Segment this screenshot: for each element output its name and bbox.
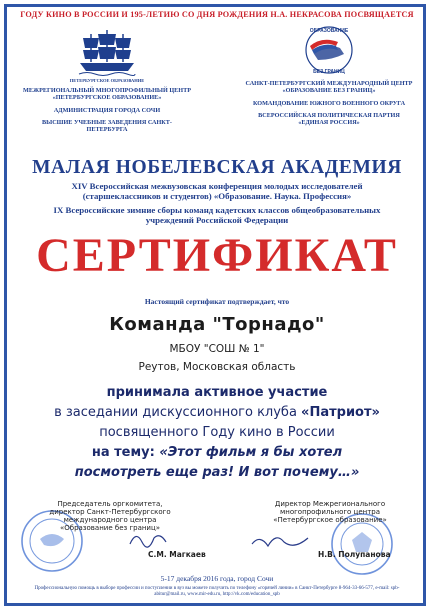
left-organizers (22, 26, 192, 138)
right-org-3: ВСЕРОССИЙСКАЯ ПОЛИТИЧЕСКАЯ ПАРТИЯ «ЕДИНАЯ РОССИЯ» (258, 111, 400, 127)
topic-text-1: «Этот фильм я бы хотел (159, 445, 343, 460)
left-org-3: ВЫСШИЕ УЧЕБНЫЕ ЗАВЕДЕНИЯ САНКТ-ПЕТЕРБУРГА (42, 118, 172, 134)
confirm-text: Настоящий сертификат подтверждает, что (144, 297, 290, 306)
club-prefix: в заседании дискуссионного клуба (54, 405, 302, 420)
logo-text-top: ОБРАЗОВАНИЕ (309, 28, 349, 34)
logo-text-bottom: БЕЗ ГРАНИЦ (313, 69, 345, 75)
club-name: «Патриот» (301, 405, 380, 420)
right-signatory-name: Н.В. Полупанова (318, 550, 391, 559)
right-org-2: КОМАНДОВАНИЕ ЮЖНОГО ВОЕННОГО ОКРУГА (252, 99, 406, 107)
right-organizers (244, 26, 414, 131)
topic-line-2: посмотреть еще раз! И вот почему…» (74, 465, 360, 480)
left-signatory-title: Председатель оргкомитета, директор Санкт-Петербургского международного центра «Образование без границ» (49, 500, 171, 532)
certificate-title: СЕРТИФИКАТ (36, 229, 398, 282)
conference-text: XIV Всероссийская межвузовская конференция молодых исследователей (старшеклассников и студентов) «Образование. Наука. Профессия» (71, 181, 363, 201)
event-date: 5-17 декабря 2016 года, город Сочи (160, 574, 274, 583)
left-logo-caption: ПЕТЕРБУРГСКОЕ ОБРАЗОВАНИЕ (69, 78, 145, 83)
right-signature-icon (250, 530, 310, 552)
left-org-2: АДМИНИСТРАЦИЯ ГОРОДА СОЧИ (53, 106, 161, 114)
school-name: МБОУ "СОШ № 1" (169, 343, 265, 355)
education-logo (244, 26, 414, 76)
year-line: посвященного Году кино в России (99, 425, 335, 440)
topic-prefix: на тему: (91, 445, 160, 460)
left-org-1: МЕЖРЕГИОНАЛЬНЫЙ МНОГОПРОФИЛЬНЫЙ ЦЕНТР «ПЕТЕРБУРГСКОЕ ОБРАЗОВАНИЕ» (22, 87, 192, 102)
academy-title: МАЛАЯ НОБЕЛЕВСКАЯ АКАДЕМИЯ (32, 157, 402, 178)
topic-line-1 (0, 445, 434, 460)
right-signatory-title: Директор Межрегионального многопрофильного центра «Петербургское образование» (273, 500, 387, 524)
club-line (0, 405, 434, 420)
footer-contact: Профессиональную помощь в выборе профессии и поступлении в вуз вы можете получить по телефону «горячей линии» в Санкт-Петербурге 8-964-33-66-577, e-mail: spb-abitur@mail.ru, www.mir-edu.ru, http://vk.com/education_spb (34, 586, 400, 597)
dedication-line: ГОДУ КИНО В РОССИИ И 195-ЛЕТИЮ СО ДНЯ РОЖДЕНИЯ Н.А. НЕКРАСОВА ПОСВЯЩАЕТСЯ (20, 10, 414, 19)
participation-line: принимала активное участие (106, 385, 328, 400)
gatherings-text: IX Всероссийские зимние сборы команд кадетских классов общеобразовательных учреждений Российской Федерации (53, 205, 381, 225)
ship-icon (77, 28, 137, 76)
left-signature-icon (128, 528, 168, 550)
ship-logo (22, 26, 192, 76)
team-name: Команда "Торнадо" (109, 314, 325, 335)
city-name: Реутов, Московская область (138, 361, 296, 373)
right-org-1: САНКТ-ПЕТЕРБУРГСКИЙ МЕЖДУНАРОДНЫЙ ЦЕНТР «ОБРАЗОВАНИЕ БЕЗ ГРАНИЦ» (245, 80, 413, 95)
left-signatory-name: С.М. Магкаев (148, 550, 206, 559)
globe-flag-icon (300, 24, 358, 76)
